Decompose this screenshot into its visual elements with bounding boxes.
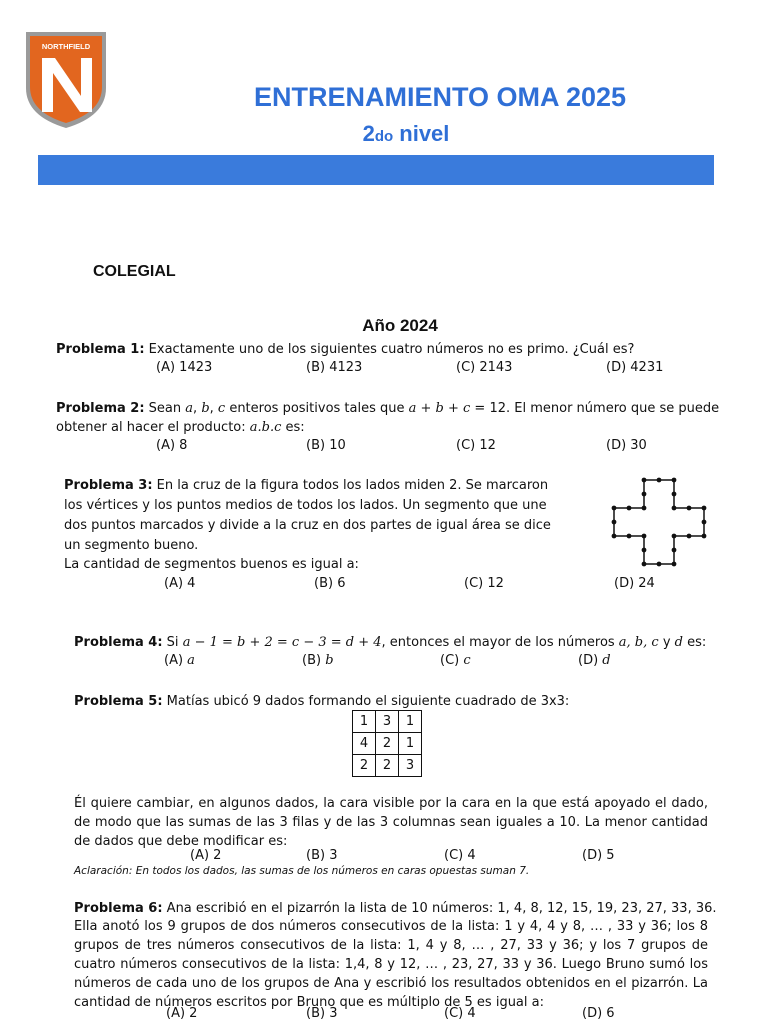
marked-point: [642, 534, 647, 539]
marked-point: [612, 520, 617, 525]
problem-3-line-3: dos puntos marcados y divide a la cruz en dos partes de igual área se dice: [64, 518, 551, 533]
marked-point: [687, 534, 692, 539]
problem-2-line-2: obtener al hacer el producto: a.b.c es:: [56, 420, 305, 435]
p3-option-b: (B) 6: [314, 576, 346, 591]
dice-cell: 3: [376, 711, 399, 733]
marked-point: [702, 534, 707, 539]
p5-option-b: (B) 3: [306, 848, 338, 863]
marked-point: [687, 506, 692, 511]
marked-point: [657, 478, 662, 483]
p2-option-c: (C) 12: [456, 438, 496, 453]
p2-option-d: (D) 30: [606, 438, 647, 453]
problem-5-note: Aclaración: En todos los dados, las sumas de los números en caras opuestas suman 7.: [74, 865, 530, 877]
dice-cell: 3: [399, 755, 422, 777]
problem-5-paragraph: Él quiere cambiar, en algunos dados, la cara visible por la cara en la que está apoyado el dado, de modo que las sumas de las 3 filas y de las 3 columnas sean iguales a 10. La menor cantidad de dados que debe modificar es:: [74, 796, 708, 849]
p1-option-b: (B) 4123: [306, 360, 363, 375]
page-title: ENTRENAMIENTO OMA 2025: [253, 82, 627, 112]
marked-point: [702, 506, 707, 511]
marked-point: [642, 492, 647, 497]
page-subtitle: 2do nivel: [362, 121, 450, 146]
cross-figure: [606, 474, 716, 575]
marked-point: [627, 506, 632, 511]
dice-row: [353, 755, 422, 777]
p5-option-d: (D) 5: [582, 848, 615, 863]
problem-3: Problema 3: En la cruz de la figura todos los lados miden 2. Se marcaron: [64, 478, 549, 493]
dice-cell: 1: [399, 733, 422, 755]
cross-outline: [614, 480, 704, 564]
p3-option-c: (C) 12: [464, 576, 504, 591]
problem-2: Problema 2: Sean a, b, c enteros positivos tales que a + b + c = 12. El menor número que se puede: [56, 401, 720, 416]
marked-point: [612, 506, 617, 511]
problem-1: Problema 1: Exactamente uno de los siguientes cuatro números no es primo. ¿Cuál es?: [56, 342, 635, 357]
p4-option-d: (D) d: [578, 653, 611, 668]
marked-point: [672, 478, 677, 483]
p1-option-a: (A) 1423: [156, 360, 213, 375]
dice-cell: 2: [376, 755, 399, 777]
problem-3-line-5: La cantidad de segmentos buenos es igual a:: [64, 557, 359, 572]
dice-cell: 1: [353, 711, 376, 733]
dice-row: [353, 733, 422, 755]
p6-option-b: (B) 3: [306, 1006, 338, 1021]
p2-option-b: (B) 10: [306, 438, 346, 453]
dice-cell: 2: [376, 733, 399, 755]
marked-point: [702, 520, 707, 525]
marked-point: [672, 534, 677, 539]
dice-cell: 1: [399, 711, 422, 733]
p6-option-a: (A) 2: [166, 1006, 198, 1021]
header-bar: [38, 155, 714, 185]
p4-option-c: (C) c: [440, 653, 471, 668]
p3-option-a: (A) 4: [164, 576, 196, 591]
problem-6-paragraph: Ella anotó los 9 grupos de dos números consecutivos de la lista: 1 y 4, 4 y 8, … , 33 y 36; los 8 grupos de tres números consecutivos de la lista: 1, 4 y 8, … , 27, 33 y 36; y los 7 grupos de cuatro números consecutivos de la lista: 1,4, 8 y 12, … , 23, 27, 33 y 36. Luego Bruno sumó los números de cada uno de los grupos de Ana y escribió los resultados obtenidos en el pizarrón. La cantidad de números escritos por Bruno que es múltiplo de 5 es igual a:: [74, 919, 708, 1010]
p3-option-d: (D) 24: [614, 576, 655, 591]
p6-option-c: (C) 4: [444, 1006, 476, 1021]
p2-option-a: (A) 8: [156, 438, 188, 453]
marked-point: [672, 562, 677, 567]
section-label: COLEGIAL: [93, 263, 176, 280]
marked-point: [672, 506, 677, 511]
marked-point: [672, 548, 677, 553]
problem-6: Problema 6: Ana escribió en el pizarrón la lista de 10 números: 1, 4, 8, 12, 15, 19, 23, 27, 33, 36.: [74, 901, 717, 916]
problem-5: Problema 5: Matías ubicó 9 dados formando el siguiente cuadrado de 3x3:: [74, 694, 570, 709]
problem-4: Problema 4: Si a − 1 = b + 2 = c − 3 = d + 4, entonces el mayor de los números a, b, c y d es:: [74, 635, 707, 650]
p4-option-a: (A) a: [164, 653, 195, 668]
logo-text: NORTHFIELD: [41, 42, 91, 51]
dice-cell: 4: [353, 733, 376, 755]
p6-option-d: (D) 6: [582, 1006, 615, 1021]
marked-point: [627, 534, 632, 539]
problem-3-line-2: los vértices y los puntos medios de todos los lados. Un segmento que une: [64, 498, 547, 513]
marked-point: [642, 506, 647, 511]
problem-3-line-4: un segmento bueno.: [64, 538, 199, 553]
p1-option-d: (D) 4231: [606, 360, 664, 375]
p4-option-b: (B) b: [302, 653, 334, 668]
year-heading: Año 2024: [362, 316, 438, 335]
marked-point: [657, 562, 662, 567]
marked-point: [642, 478, 647, 483]
school-logo: [24, 30, 108, 130]
dice-row: [353, 711, 422, 733]
dice-cell: 2: [353, 755, 376, 777]
p5-option-c: (C) 4: [444, 848, 476, 863]
p1-option-c: (C) 2143: [456, 360, 513, 375]
p5-option-a: (A) 2: [190, 848, 222, 863]
marked-point: [642, 562, 647, 567]
cross-marked-points: [612, 478, 707, 567]
dice-grid: [352, 710, 422, 777]
marked-point: [672, 492, 677, 497]
marked-point: [612, 534, 617, 539]
marked-point: [642, 548, 647, 553]
